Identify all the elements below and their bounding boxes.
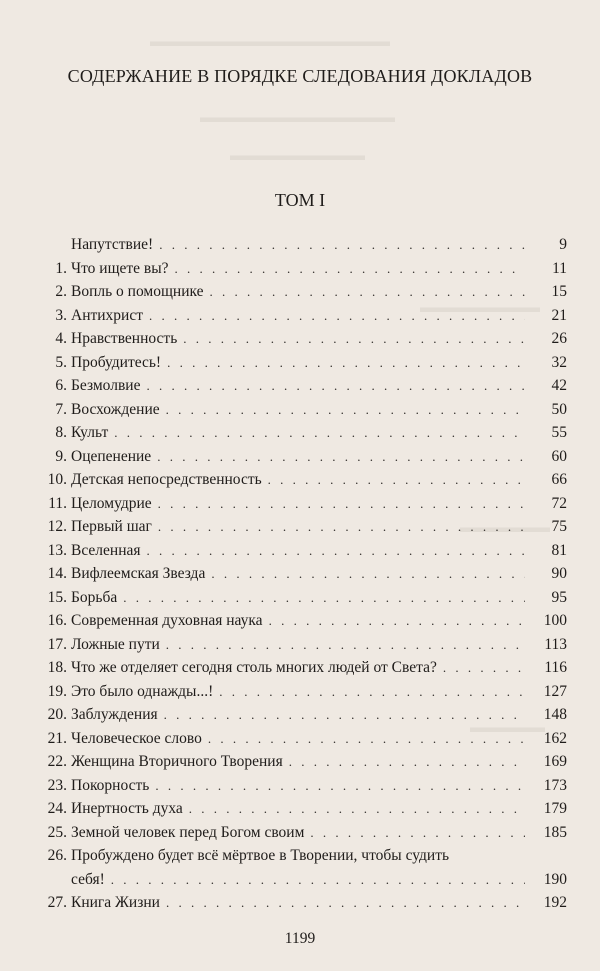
toc-entry[interactable] <box>27 609 567 633</box>
toc-entry-title: Борьба <box>71 588 118 606</box>
toc-entry-number: 27. <box>47 894 67 911</box>
dot-leader <box>219 680 525 704</box>
toc-entry-number: 22. <box>47 753 67 770</box>
toc-entry-page: 72 <box>551 494 567 512</box>
toc-entry-number: 11. <box>48 494 67 512</box>
toc-entry-number: 12. <box>47 518 67 535</box>
toc-entry-number: 10. <box>47 471 67 488</box>
toc-entry-title: Что же отделяет сегодня столь многих людей от Света? <box>71 659 437 676</box>
toc-entry[interactable] <box>27 492 567 516</box>
toc-entry[interactable] <box>27 304 567 328</box>
dot-leader <box>146 374 525 398</box>
toc-entry-page: 60 <box>551 447 567 465</box>
toc-entry-title: Человеческое слово <box>71 729 202 747</box>
toc-entry-number: 24. <box>47 800 67 817</box>
toc-entry-number: 9. <box>55 447 67 465</box>
toc-entry-title: Культ <box>71 424 109 441</box>
toc-entry[interactable] <box>27 633 567 657</box>
toc-entry[interactable] <box>27 680 567 704</box>
toc-entry-title: Пробудитесь! <box>71 353 162 371</box>
toc-entry-title: Инертность духа <box>71 800 183 817</box>
dot-leader <box>147 539 525 563</box>
toc-entry-page: 50 <box>551 400 567 418</box>
toc-entry[interactable] <box>27 750 567 774</box>
toc-entry-title: Современная духовная наука <box>71 612 263 629</box>
page-number: 1199 <box>284 930 316 947</box>
toc-entry[interactable] <box>27 421 567 445</box>
dot-leader <box>157 445 525 469</box>
toc-entry-page: 81 <box>551 541 567 559</box>
toc-entry-title: Безмолвие <box>71 377 141 394</box>
toc-entry-number: 26. <box>47 847 67 864</box>
toc-entry-page: 190 <box>543 870 567 888</box>
toc-entry-page: 173 <box>543 776 567 794</box>
toc-entry-number: 2. <box>55 283 67 300</box>
toc-entry-page: 21 <box>551 306 567 324</box>
toc-entry-26[interactable] <box>27 844 567 891</box>
toc-entry-page: 162 <box>543 729 567 747</box>
toc-entry-page: 90 <box>551 565 567 582</box>
toc-entry[interactable] <box>27 774 567 798</box>
dot-leader <box>210 280 525 304</box>
toc-entry-page: 148 <box>543 706 567 723</box>
dot-leader <box>167 351 525 375</box>
toc-entry[interactable] <box>27 233 567 257</box>
toc-entry-title: Оцепенение <box>71 447 152 465</box>
toc-entry-title: Антихрист <box>71 306 144 324</box>
toc-entry-page: 26 <box>551 330 567 347</box>
table-of-contents <box>27 233 567 915</box>
toc-entry-page: 179 <box>543 800 567 817</box>
page-title: СОДЕРЖАНИЕ В ПОРЯДКЕ СЛЕДОВАНИЯ ДОКЛАДОВ <box>67 66 533 86</box>
toc-entry-title: Детская непосредственность <box>71 471 262 488</box>
toc-entry-page: 116 <box>544 659 567 676</box>
toc-entry-page: 127 <box>543 682 567 700</box>
volume-title: ТОМ I <box>274 190 326 210</box>
dot-leader <box>155 774 525 798</box>
dot-leader <box>149 304 525 328</box>
toc-entry-title: Целомудрие <box>71 494 152 512</box>
toc-entry[interactable] <box>27 351 567 375</box>
toc-entry[interactable] <box>27 257 567 281</box>
dot-leader <box>443 656 525 680</box>
toc-entry-number: 17. <box>47 635 67 653</box>
toc-entry-number: 20. <box>47 706 67 723</box>
toc-entry-title: Книга Жизни <box>71 894 160 911</box>
toc-entry-number: 16. <box>47 612 67 629</box>
toc-entry-number: 23. <box>47 776 67 794</box>
toc-entry-number: 5. <box>55 353 67 371</box>
toc-entry-page: 66 <box>551 471 567 488</box>
toc-entry-title: Заблуждения <box>71 706 158 723</box>
dot-leader <box>269 609 525 633</box>
toc-entry-title: Что ищете вы? <box>71 259 169 277</box>
toc-entry-page: 113 <box>544 635 567 653</box>
toc-entry-title: Пробуждено будет всё мёртвое в Творении, чтобы судить <box>71 847 450 864</box>
toc-entry[interactable] <box>27 468 567 492</box>
toc-entry-title: Покорность <box>71 776 150 794</box>
toc-entry-page: 95 <box>551 588 567 606</box>
toc-entry-title: Ложные пути <box>71 635 160 653</box>
toc-entry-title: Восхождение <box>71 400 160 418</box>
toc-entry-title: Напутствие! <box>71 236 154 253</box>
toc-entry[interactable] <box>27 280 567 304</box>
toc-entry-title: Вопль о помощнике <box>71 283 204 300</box>
toc-entry-title: Женщина Вторичного Творения <box>71 753 283 770</box>
toc-entry-number: 1. <box>55 259 67 277</box>
toc-entry-page: 100 <box>543 612 567 629</box>
toc-entry[interactable] <box>27 727 567 751</box>
dot-leader <box>164 703 525 727</box>
dot-leader <box>159 233 525 257</box>
toc-entry[interactable] <box>27 539 567 563</box>
toc-entry-number: 25. <box>47 823 67 841</box>
toc-list <box>27 233 567 844</box>
dot-leader <box>289 750 525 774</box>
toc-entry-title: Вифлеемская Звезда <box>71 565 206 582</box>
toc-entry[interactable] <box>27 656 567 680</box>
toc-entry-page: 9 <box>559 236 567 253</box>
toc-entry-page: 42 <box>551 377 567 394</box>
toc-entry-number: 8. <box>55 424 67 441</box>
toc-entry-page: 185 <box>543 823 567 841</box>
dot-leader <box>158 492 525 516</box>
toc-entry-page: 55 <box>551 424 567 441</box>
toc-entry[interactable] <box>27 445 567 469</box>
toc-entry-number: 21. <box>47 729 67 747</box>
toc-entry-page: 192 <box>543 894 567 911</box>
dot-leader <box>189 797 525 821</box>
toc-entry-number: 4. <box>55 330 67 347</box>
dot-leader <box>166 398 525 422</box>
toc-entry[interactable] <box>27 374 567 398</box>
bleed-through-text: ▬▬▬▬▬▬▬▬▬▬▬▬▬▬▬▬ ▬▬▬▬▬▬▬▬▬▬▬▬▬ ▬▬▬▬▬▬▬▬▬ ▬▬▬▬▬▬▬▬ ▬▬▬▬▬▬ ▬▬▬▬▬ <box>150 34 550 736</box>
toc-entry-number: 3. <box>55 306 67 324</box>
toc-entry[interactable] <box>27 821 567 845</box>
toc-entry[interactable] <box>27 797 567 821</box>
toc-entry-number: 14. <box>47 565 67 582</box>
toc-entry[interactable] <box>27 562 567 586</box>
toc-entry[interactable] <box>27 515 567 539</box>
toc-entry-number: 6. <box>55 377 67 394</box>
toc-entry-page: 75 <box>551 518 567 535</box>
toc-entry-number: 7. <box>55 400 67 418</box>
dot-leader <box>158 515 525 539</box>
dot-leader <box>111 868 525 892</box>
toc-entry-title: Нравственность <box>71 330 178 347</box>
toc-entry-title: Первый шаг <box>71 518 152 535</box>
dot-leader <box>183 327 525 351</box>
toc-entry-number: 19. <box>47 682 67 700</box>
toc-entry-title: Это было однажды...! <box>71 682 214 700</box>
toc-entry-title: Вселенная <box>71 541 141 559</box>
toc-entry-title-continued: себя! <box>71 870 105 888</box>
dot-leader <box>208 727 525 751</box>
toc-entry-number: 18. <box>47 659 67 676</box>
dot-leader <box>123 586 525 610</box>
toc-entry-27[interactable] <box>27 891 567 915</box>
toc-entry-page: 169 <box>543 753 567 770</box>
toc-entry[interactable] <box>27 586 567 610</box>
dot-leader <box>175 257 525 281</box>
toc-entry-page: 15 <box>551 283 567 300</box>
dot-leader <box>166 633 525 657</box>
toc-entry[interactable] <box>27 703 567 727</box>
toc-entry-page: 11 <box>552 259 567 277</box>
dot-leader <box>114 421 525 445</box>
toc-entry-page: 32 <box>551 353 567 371</box>
dot-leader <box>211 562 525 586</box>
toc-entry-title: Земной человек перед Богом своим <box>71 823 305 841</box>
toc-entry[interactable] <box>27 398 567 422</box>
toc-entry[interactable] <box>27 327 567 351</box>
toc-entry-number: 13. <box>47 541 67 559</box>
dot-leader <box>268 468 525 492</box>
dot-leader <box>166 891 525 915</box>
toc-entry-number: 15. <box>47 588 67 606</box>
dot-leader <box>310 821 525 845</box>
